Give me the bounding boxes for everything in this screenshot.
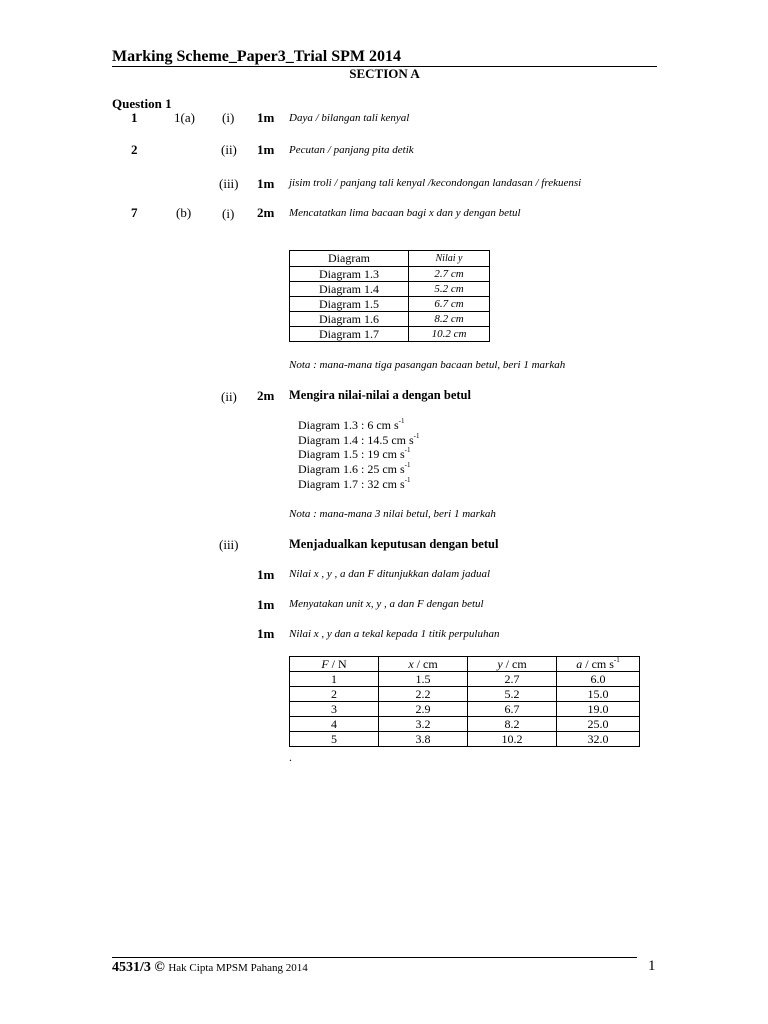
table-cell: 10.2 cm (409, 327, 490, 342)
acceleration-list (298, 418, 420, 492)
sub-label-b: (b) (176, 205, 192, 220)
table-cell: 5.2 cm (409, 282, 490, 297)
table-row (290, 732, 640, 747)
table-cell: 2 (290, 687, 379, 702)
footer-rule (112, 957, 637, 958)
criterion-iii-1: Nilai x , y , a dan F ditunjukkan dalam jadual (289, 568, 491, 580)
table-row (290, 267, 490, 282)
table-cell: 32.0 (557, 732, 640, 747)
document-title: Marking Scheme_Paper3_Trial SPM 2014 (112, 48, 401, 65)
table-header-x: x / cm (379, 657, 468, 672)
table-cell: 3.2 (379, 717, 468, 732)
table-cell: Diagram 1.7 (290, 327, 409, 342)
results-table (289, 656, 640, 747)
table-cell: 6.7 (468, 702, 557, 717)
section-heading: SECTION A (349, 66, 420, 81)
table-row (290, 702, 640, 717)
acceleration-item: Diagram 1.4 : 14.5 cm $s^{-1}$ (298, 431, 420, 447)
mark-iii-2: 1m (257, 597, 275, 612)
table-row (290, 717, 640, 732)
mark-r4: 2m (257, 205, 275, 220)
part-label-bi: (i) (222, 206, 235, 221)
table-row (290, 282, 490, 297)
mark-r2: 1m (257, 142, 275, 157)
table-header-y: y / cm (468, 657, 557, 672)
table-cell: 2.2 (379, 687, 468, 702)
table-header-row (290, 251, 490, 267)
mark-r1: 1m (257, 110, 275, 125)
table-cell: 6.0 (557, 672, 640, 687)
item-number-1: 1 (131, 110, 138, 125)
acceleration-item: Diagram 1.6 : 25 cm $s^{-1}$ (298, 461, 411, 477)
copyright-text: Hak Cipta MPSM Pahang 2014 (168, 962, 308, 974)
part-ii-title: Mengira nilai-nilai a dengan betul (289, 388, 471, 402)
criterion-iii-2: Menyatakan unit x, y , a dan F dengan betul (289, 598, 484, 610)
acceleration-item: Diagram 1.7 : 32 cm $s^{-1}$ (298, 475, 411, 491)
table-cell: 10.2 (468, 732, 557, 747)
table-cell: 8.2 cm (409, 312, 490, 327)
table-cell: 5.2 (468, 687, 557, 702)
table-cell: 1.5 (379, 672, 468, 687)
part-label-biii: (iii) (219, 537, 239, 552)
table-cell: 8.2 (468, 717, 557, 732)
table-cell: 5 (290, 732, 379, 747)
stray-dot: . (289, 750, 292, 764)
table-cell: 2.9 (379, 702, 468, 717)
mark-iii-1: 1m (257, 567, 275, 582)
part-iii-title: Menjadualkan keputusan dengan betul (289, 537, 499, 551)
table-cell: 1 (290, 672, 379, 687)
mark-bii: 2m (257, 388, 275, 403)
table-cell: 2.7 cm (409, 267, 490, 282)
part-label-ii: (ii) (221, 142, 237, 157)
readings-table (289, 250, 490, 342)
footer-left (112, 960, 308, 976)
table-row (290, 687, 640, 702)
part-label-i: (i) (222, 110, 235, 125)
table-cell: Diagram 1.3 (290, 267, 409, 282)
table-header-diagram: Diagram (290, 251, 409, 267)
paper-code: 4531/3 © (112, 960, 165, 975)
table-cell: 19.0 (557, 702, 640, 717)
item-number-7: 7 (131, 205, 138, 220)
table-cell: 4 (290, 717, 379, 732)
table-cell: 3 (290, 702, 379, 717)
table-cell: 3.8 (379, 732, 468, 747)
table-row (290, 327, 490, 342)
part-label-bii: (ii) (221, 389, 237, 404)
table-row (290, 297, 490, 312)
page-number: 1 (648, 958, 656, 974)
acceleration-item: Diagram 1.3 : 6 cm $s^{-1}$ (298, 417, 405, 432)
answer-r3: jisim troli / panjang tali kenyal /kecondongan landasan / frekuensi (289, 177, 582, 189)
part-label-iii: (iii) (219, 176, 239, 191)
acceleration-item: Diagram 1.5 : 19 cm $s^{-1}$ (298, 446, 411, 462)
answer-r4: Mencatatkan lima bacaan bagi x dan y dengan betul (289, 207, 521, 219)
table-cell: 15.0 (557, 687, 640, 702)
mark-r3: 1m (257, 176, 275, 191)
table-row (290, 672, 640, 687)
table-header-row (290, 657, 640, 672)
answer-r1: Daya / bilangan tali kenyal (289, 112, 410, 124)
table-row (290, 312, 490, 327)
table-header-a: a / cm $s^{-1}$ (557, 657, 640, 672)
table-header-force: F / N (290, 657, 379, 672)
mark-iii-3: 1m (257, 626, 275, 641)
table-cell: 25.0 (557, 717, 640, 732)
table-header-nilai-y: Nilai y (409, 251, 490, 267)
item-number-2: 2 (131, 142, 138, 157)
answer-r2: Pecutan / panjang pita detik (289, 144, 414, 156)
question-heading: Question 1 (112, 96, 172, 111)
sub-label-1a: 1(a) (174, 110, 195, 125)
note-acceleration: Nota : mana-mana 3 nilai betul, beri 1 markah (289, 508, 496, 520)
table-cell: Diagram 1.5 (290, 297, 409, 312)
table-cell: Diagram 1.4 (290, 282, 409, 297)
table-cell: 2.7 (468, 672, 557, 687)
criterion-iii-3: Nilai x , y dan a tekal kepada 1 titik perpuluhan (289, 628, 500, 640)
table-cell: Diagram 1.6 (290, 312, 409, 327)
table-cell: 6.7 cm (409, 297, 490, 312)
note-readings: Nota : mana-mana tiga pasangan bacaan betul, beri 1 markah (289, 359, 566, 371)
